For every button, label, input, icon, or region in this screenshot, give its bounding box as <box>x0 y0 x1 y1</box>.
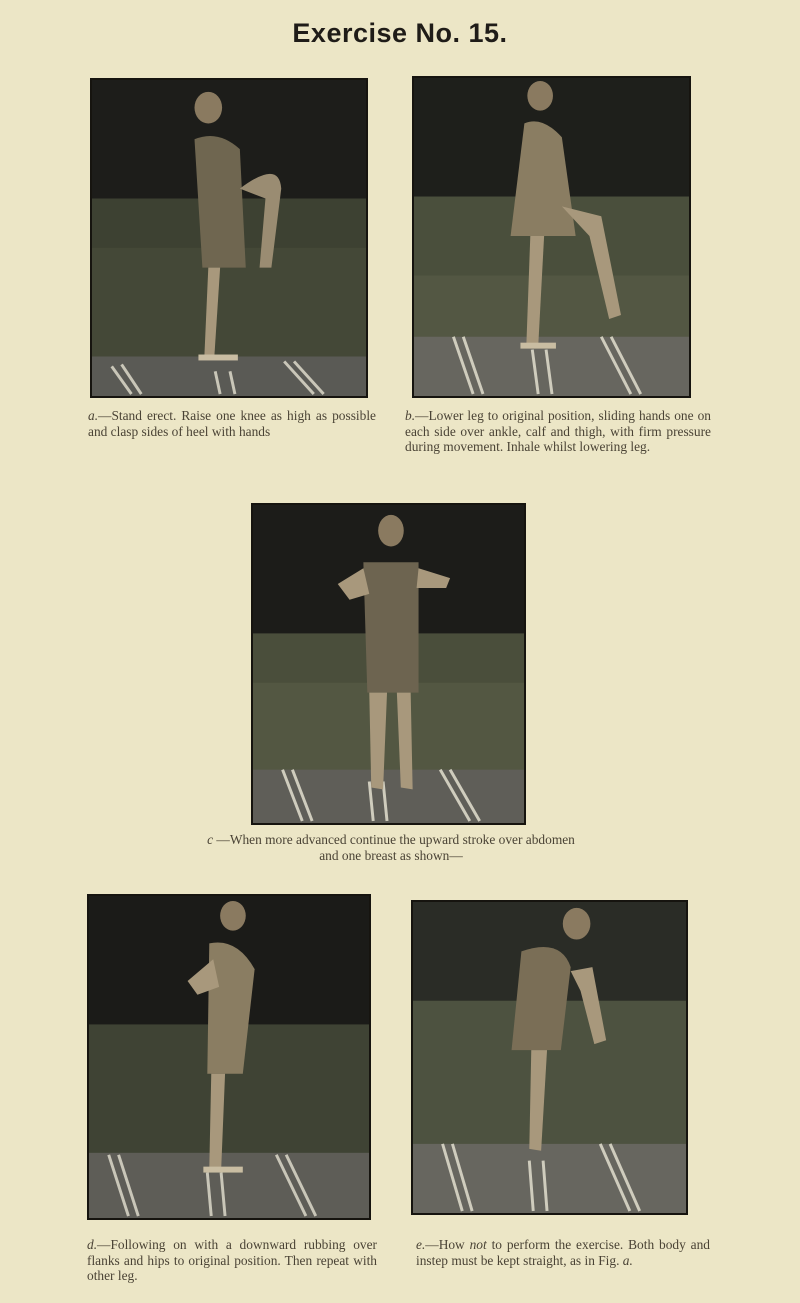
caption-a-letter: a. <box>88 408 99 423</box>
caption-a-text: —Stand erect. Raise one knee as high as possible and clasp sides of heel with hands <box>88 408 376 439</box>
caption-e-emphasis: not <box>469 1237 487 1252</box>
caption-b-text: —Lower leg to original position, sliding hands one on each side over ankle, calf and thigh, with firm pressure during movement. Inhale whilst lowering leg. <box>405 408 711 454</box>
caption-e-fig-ref: a. <box>622 1252 633 1268</box>
caption-c <box>196 832 586 863</box>
caption-e-text-after: to perform the exercise. Both body and instep must be kept straight, as in Fig. <box>416 1237 711 1268</box>
photo-b-image <box>414 78 689 396</box>
caption-a <box>88 408 376 439</box>
photo-d <box>87 894 371 1220</box>
caption-e-letter: e. <box>416 1237 426 1252</box>
photo-a-image <box>92 80 366 396</box>
photo-b <box>412 76 691 398</box>
photo-d-image <box>89 896 369 1218</box>
photo-a <box>90 78 368 398</box>
photo-c <box>251 503 526 825</box>
caption-c-text: —When more advanced continue the upward stroke over abdomen and one breast as shown— <box>213 832 575 863</box>
caption-c-letter: c <box>207 832 214 847</box>
caption-b <box>405 408 711 455</box>
photo-e-image <box>413 902 686 1213</box>
caption-d-letter: d. <box>87 1237 98 1252</box>
caption-b-letter: b. <box>405 408 416 423</box>
photo-c-image <box>253 505 524 823</box>
caption-d <box>87 1237 377 1284</box>
caption-d-text: —Following on with a downward rubbing over flanks and hips to original position. Then repeat with other leg. <box>87 1237 377 1283</box>
page-title: Exercise No. 15. <box>292 18 508 48</box>
caption-e-text-before: —How <box>425 1237 470 1252</box>
caption-e <box>416 1237 710 1268</box>
photo-e <box>411 900 688 1215</box>
